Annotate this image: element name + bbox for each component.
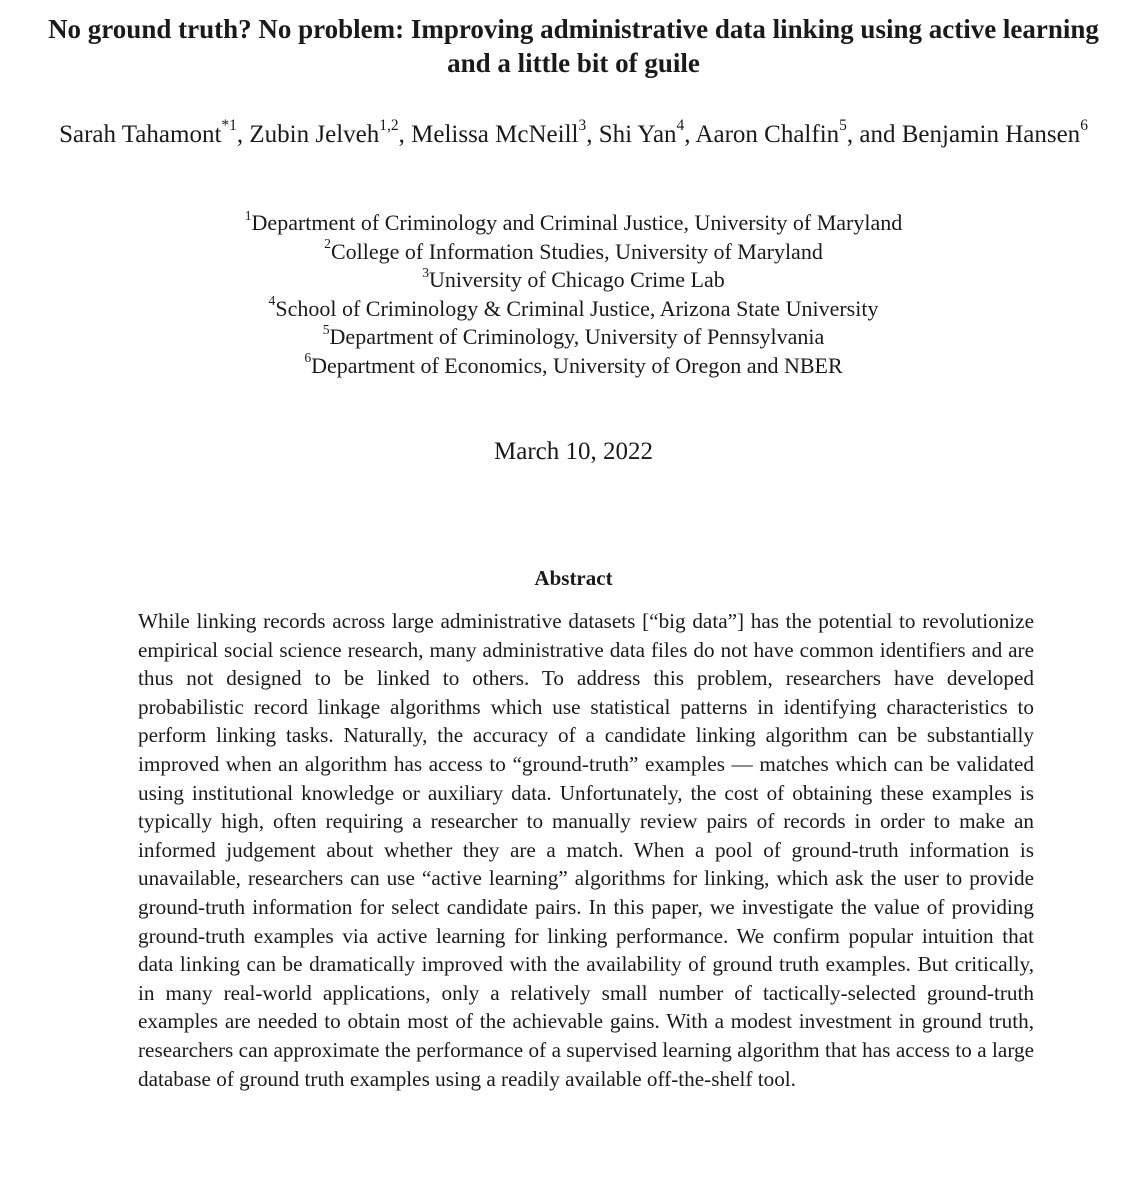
author (901, 117, 1088, 148)
affiliation-marker: 3 (422, 264, 430, 280)
author-affiliation-marker: 6 (1080, 117, 1088, 135)
author-name: Melissa McNeill (411, 121, 579, 148)
author-affiliation-marker: *1 (221, 117, 237, 135)
author-name: Benjamin Hansen (901, 121, 1081, 148)
author-name: Sarah Tahamont (59, 121, 222, 148)
author (598, 117, 696, 148)
author-separator: , and (846, 121, 902, 148)
author-affiliation-marker: 1,2 (379, 117, 399, 135)
affiliation-text: University of Chicago Crime Lab (429, 267, 725, 292)
affiliation-marker: 1 (244, 207, 252, 223)
author-separator: , (398, 121, 412, 148)
author-separator: , (586, 121, 599, 148)
affiliation-marker: 5 (322, 321, 330, 337)
affiliation (40, 323, 1107, 352)
affiliation-list (40, 209, 1107, 380)
paper-date: March 10, 2022 (494, 438, 653, 465)
affiliation-text: Department of Criminology and Criminal Justice, University of Maryland (251, 210, 903, 235)
author (249, 117, 412, 148)
author (59, 117, 250, 148)
affiliation-text: School of Criminology & Criminal Justice, Arizona State University (275, 295, 879, 321)
affiliation-marker: 6 (304, 350, 312, 366)
affiliation (40, 295, 1107, 324)
abstract-text: While linking records across large administrative datasets [“big data”] has the potential to revolutionize empirical social science research, many administrative data files do not have common identifiers and are thus not designed to be linked to others. To address this problem, researchers have developed probabilistic record linkage algorithms which use statistical patterns in identifying characteristics to perform linking tasks. Naturally, the accuracy of a candidate linking algorithm can be substantially improved when an algorithm has access to “ground-truth” examples — matches which can be validated using institutional knowledge or auxiliary data. Unfortunately, the cost of obtaining these examples is typically high, often requiring a researcher to manually review pairs of records in order to make an informed judgement about whether they are a match. When a pool of ground-truth information is unavailable, researchers can use “active learning” algorithms for linking, which ask the user to provide ground-truth information for select candidate pairs. In this paper, we investigate the value of providing ground-truth examples via active learning for linking performance. We confirm popular intuition that data linking can be dramatically improved with the availability of ground truth examples. But critically, in many real-world applications, only a relatively small number of tactically-selected ground-truth examples are needed to obtain most of the achievable gains. With a modest investment in ground truth, researchers can approximate the performance of a supervised learning algorithm that has access to a large database of ground truth examples using a readily available off-the-shelf tool. (138, 609, 1034, 1091)
affiliation (40, 266, 1107, 295)
author-affiliation-marker: 5 (839, 117, 847, 135)
author-name: Shi Yan (598, 121, 677, 148)
affiliation-text: Department of Economics, University of Oregon and NBER (311, 352, 843, 378)
affiliation (40, 238, 1107, 267)
affiliation-marker: 2 (324, 236, 331, 252)
author-name: Aaron Chalfin (695, 121, 840, 148)
paper-title: No ground truth? No problem: Improving administrative data linking using active learning and a little bit of guile (48, 14, 1099, 78)
affiliation-marker: 4 (268, 293, 276, 309)
author-list (40, 118, 1107, 152)
affiliation (40, 352, 1107, 381)
author-name: Zubin Jelveh (249, 121, 380, 148)
affiliation (40, 209, 1107, 238)
author-affiliation-marker: 4 (676, 117, 685, 135)
affiliation-text: Department of Criminology, University of Pennsylvania (329, 324, 825, 349)
abstract-heading: Abstract (534, 566, 613, 590)
author-separator: , (236, 121, 250, 148)
affiliation-text: College of Information Studies, University of Maryland (330, 238, 823, 264)
author (411, 117, 599, 148)
author-affiliation-marker: 3 (578, 117, 587, 135)
author-separator: , (684, 121, 696, 148)
author (695, 117, 902, 148)
